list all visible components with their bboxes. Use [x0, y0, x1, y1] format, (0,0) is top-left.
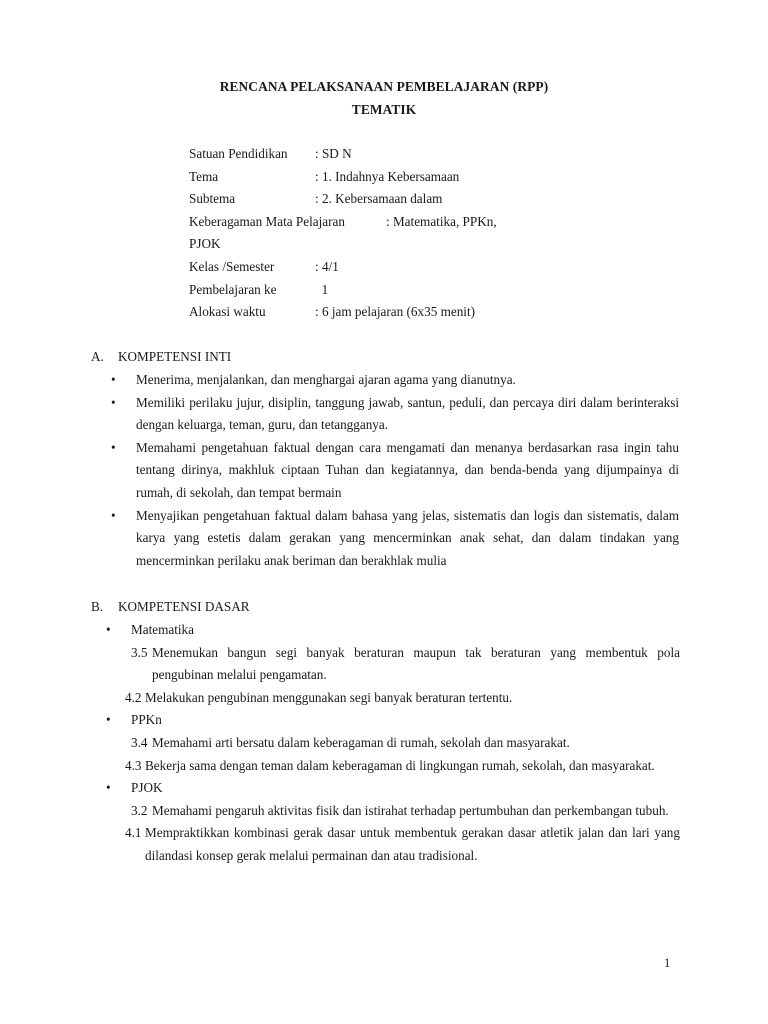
bullet-icon: • [106, 712, 111, 728]
kd-text: Menemukan bangun segi banyak beraturan maupun tak beraturan yang membentuk pola pengubinan melalui pengamatan. [152, 644, 680, 683]
list-item-text: Memahami pengetahuan faktual dengan cara mengamati dan menanya berdasarkan rasa ingin tahu tentang dirinya, makhluk ciptaan Tuhan dan kegiatannya, dan benda-benda yang dijumpainya di rumah, di sekolah, dan tempat bermain [136, 439, 679, 500]
meta-value: : 1. Indahnya Kebersamaan [315, 168, 460, 184]
kd-number: 4.1 [125, 825, 142, 841]
meta-value: 1 [315, 281, 329, 297]
list-item-text: Memiliki perilaku jujur, disiplin, tanggung jawab, santun, peduli, dan percaya diri dalam berinteraksi dengan keluarga, teman, guru, dan tetangganya. [136, 394, 679, 433]
meta-label: PJOK [189, 236, 221, 252]
list-item [111, 369, 679, 392]
meta-value: : 4/1 [315, 258, 339, 274]
bullet-icon: • [111, 507, 116, 523]
meta-row-kelas [189, 256, 709, 279]
kd-item [106, 822, 680, 867]
list-item-text: Menyajikan pengetahuan faktual dalam bahasa yang jelas, sistematis dan logis dan sistematis, dalam karya yang estetis dalam gerakan yang mencerminkan anak sehat, dan dalam tindakan yang mencerminkan perilaku anak beriman dan berakhlak mulia [136, 507, 679, 568]
list-item [111, 505, 679, 573]
section-title: KOMPETENSI INTI [118, 349, 232, 364]
meta-row-subtema [189, 188, 709, 211]
kd-text: Bekerja sama dengan teman dalam keberagaman di lingkungan rumah, sekolah, dan masyarakat. [145, 757, 655, 773]
section-title: KOMPETENSI DASAR [118, 599, 250, 614]
section-heading-kompetensi-dasar [91, 596, 250, 619]
meta-row-pjok [189, 233, 709, 256]
document-title: RENCANA PELAKSANAAN PEMBELAJARAN (RPP) [219, 79, 549, 94]
meta-label: Keberagaman Mata Pelajaran [189, 213, 345, 229]
subject-heading-ppkn [106, 709, 680, 732]
subject-name: Matematika [131, 622, 194, 637]
meta-value: : SD N [315, 146, 352, 161]
meta-row-tema [189, 166, 709, 189]
meta-label: Subtema [189, 191, 236, 207]
subject-name: PJOK [131, 780, 163, 796]
bullet-icon: • [106, 780, 111, 796]
kd-number: 3.5 [131, 644, 148, 660]
bullet-icon: • [111, 394, 116, 410]
kd-number: 3.4 [131, 734, 148, 750]
bullet-icon: • [111, 372, 116, 387]
meta-value: : 2. Kebersamaan dalam [315, 191, 443, 207]
section-heading-kompetensi-inti [91, 346, 231, 369]
meta-value: : Matematika, PPKn, [386, 213, 497, 229]
kd-item [106, 642, 680, 687]
meta-label: Alokasi waktu [189, 304, 266, 320]
kd-item [106, 687, 680, 710]
page-number: 1 [664, 956, 671, 970]
document-subtitle: TEMATIK [351, 102, 417, 117]
meta-label: Tema [189, 168, 219, 184]
meta-label: Pembelajaran ke [189, 281, 277, 297]
list-item-text: Menerima, menjalankan, dan menghargai ajaran agama yang dianutnya. [136, 372, 516, 387]
section-letter: B. [91, 599, 104, 614]
kompetensi-inti-list [111, 369, 679, 572]
subject-heading-matematika [106, 619, 680, 642]
meta-row-satuan [189, 143, 709, 166]
kd-text: Melakukan pengubinan menggunakan segi banyak beraturan tertentu. [145, 689, 513, 705]
kd-text: Mempraktikkan kombinasi gerak dasar untuk membentuk gerakan dasar atletik jalan dan lari yang dilandasi konsep gerak melalui permainan dan atau tradisional. [145, 825, 680, 863]
bullet-icon: • [111, 439, 116, 455]
kd-item [106, 800, 680, 823]
kd-item [106, 732, 680, 755]
meta-row-pembelajaran [189, 279, 709, 302]
list-item [111, 392, 679, 437]
subject-heading-pjok [106, 777, 680, 800]
kd-text: Memahami pengaruh aktivitas fisik dan istirahat terhadap pertumbuhan dan perkembangan tubuh. [152, 802, 669, 818]
kd-number: 3.2 [131, 802, 148, 818]
section-letter: A. [91, 349, 104, 364]
list-item [111, 437, 679, 505]
subject-name: PPKn [131, 712, 162, 728]
kompetensi-dasar-list [106, 619, 680, 868]
meta-row-alokasi [189, 301, 709, 324]
bullet-icon: • [106, 622, 111, 637]
kd-number: 4.3 [125, 757, 142, 773]
meta-row-mata-pelajaran [189, 211, 709, 234]
meta-label: Satuan Pendidikan [189, 146, 288, 161]
kd-text: Memahami arti bersatu dalam keberagaman di rumah, sekolah dan masyarakat. [152, 734, 570, 750]
identity-table [189, 143, 709, 324]
kd-number: 4.2 [125, 689, 142, 705]
meta-value: : 6 jam pelajaran (6x35 menit) [315, 304, 476, 320]
meta-label: Kelas /Semester [189, 258, 275, 274]
kd-item [106, 755, 680, 778]
